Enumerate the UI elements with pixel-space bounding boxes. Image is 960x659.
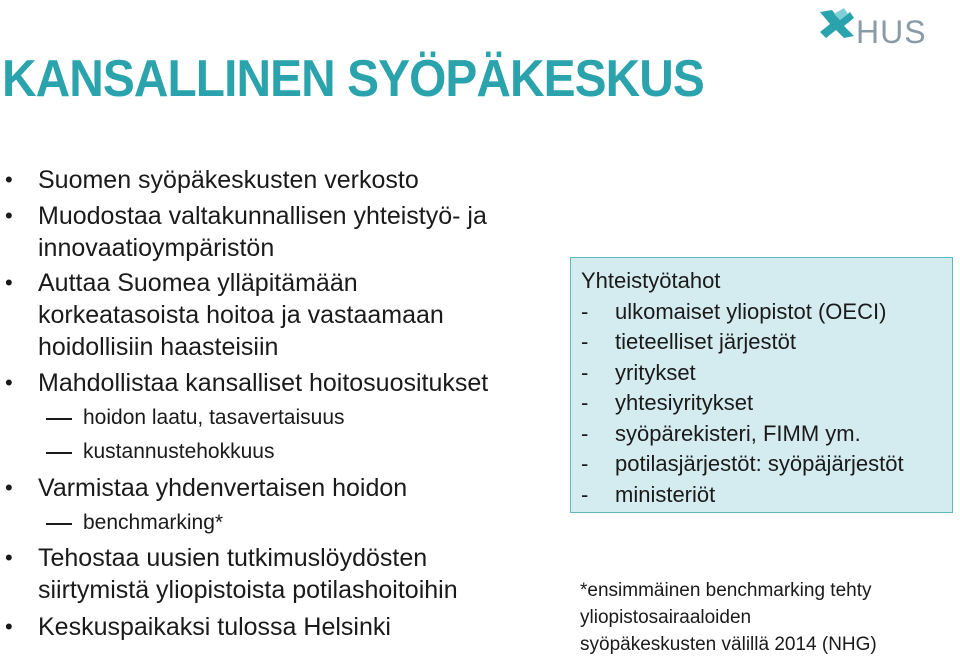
- partner-item: - tieteelliset järjestöt: [581, 329, 796, 354]
- bullet-item: Auttaa Suomea ylläpitämään korkeatasoista hoitoa ja vastaamaan hoidollisiin haasteisiin: [38, 269, 444, 361]
- sub-bullet-dash: [46, 452, 72, 454]
- bullet-item: Tehostaa uusien tutkimuslöydösten siirtymistä yliopistoista potilashoitoihin: [38, 544, 458, 604]
- partner-item: - syöpärekisteri, FIMM ym.: [581, 420, 861, 446]
- bullet-item: Muodostaa valtakunnallisen yhteistyö- ja innovaatioympäristön: [38, 202, 487, 262]
- bullet-dot: •: [5, 270, 13, 295]
- bullet-item: Mahdollistaa kansalliset hoitosuositukset: [38, 369, 489, 397]
- bullet-dot: •: [5, 370, 13, 395]
- footnote-line: *ensimmäinen benchmarking tehty: [580, 580, 872, 601]
- footnote-line: yliopistosairaaloiden: [580, 607, 752, 628]
- bullet-item: Keskuspaikaksi tulossa Helsinki: [38, 613, 391, 641]
- footnote-line: syöpäkeskusten välillä 2014 (NHG): [580, 634, 877, 655]
- partner-item: - yhtesiyritykset: [581, 390, 754, 415]
- bullet-dot: •: [5, 203, 13, 228]
- bullet-dot: •: [5, 167, 13, 192]
- logo-text: HUS: [856, 14, 927, 50]
- bullet-dot: •: [5, 475, 13, 500]
- bullet-dot: •: [5, 614, 13, 639]
- bullet-item: Suomen syöpäkeskusten verkosto: [38, 166, 419, 194]
- partner-item: - yritykset: [581, 359, 696, 385]
- partners-box: [570, 257, 953, 513]
- sub-bullet-dash: [46, 523, 72, 525]
- sub-bullet-item: benchmarking*: [83, 511, 224, 534]
- sub-bullet-item: hoidon laatu, tasavertaisuus: [83, 406, 345, 429]
- sub-bullet-dash: [46, 418, 72, 420]
- partner-item: - ministeriöt: [581, 481, 716, 507]
- footnote: [580, 577, 877, 658]
- bullet-item: Varmistaa yhdenvertaisen hoidon: [38, 474, 408, 502]
- partner-item: - potilasjärjestöt: syöpäjärjestöt: [581, 451, 904, 476]
- partner-item: - ulkomaiset yliopistot (OECI): [581, 298, 887, 324]
- sub-bullet-item: kustannustehokkuus: [83, 440, 275, 463]
- bullet-dot: •: [5, 545, 13, 570]
- page-title: KANSALLINEN SYÖPÄKESKUS: [2, 50, 704, 108]
- partners-heading: Yhteistyötahot: [581, 268, 721, 293]
